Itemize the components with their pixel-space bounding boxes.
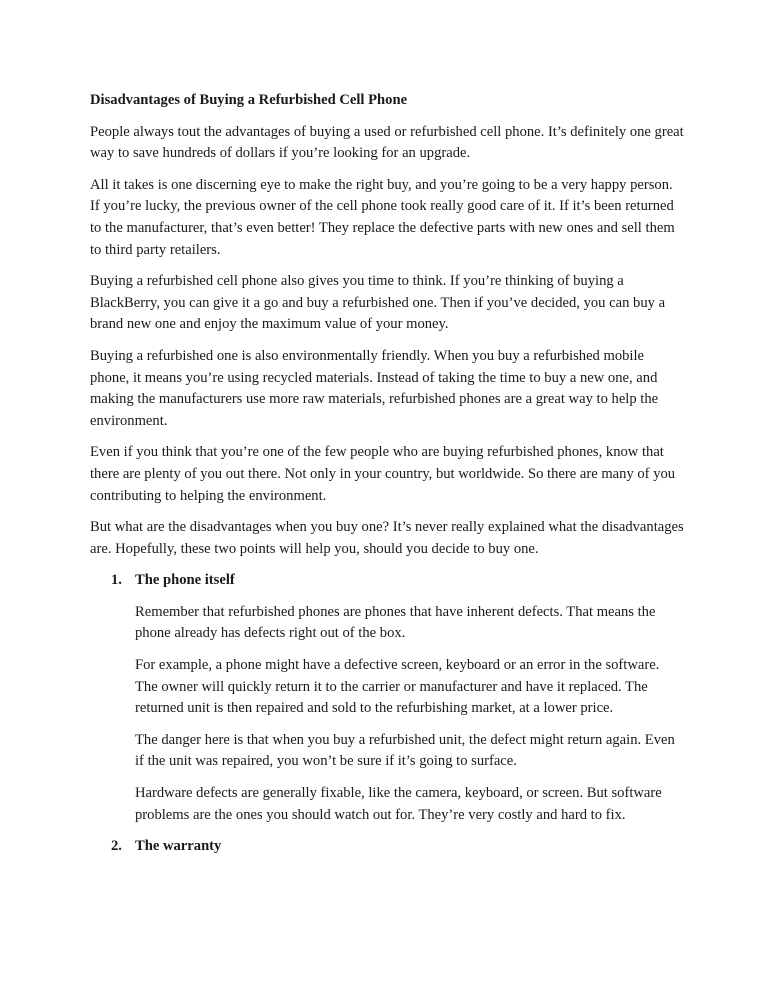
- list-number: 2.: [111, 838, 122, 855]
- section-body: [135, 602, 685, 826]
- paragraph: But what are the disadvantages when you buy one? It’s never really explained what the disadvantages are. Hopefully, these two points will help you, should you decide to buy one.: [90, 519, 684, 557]
- section-heading: The phone itself: [135, 572, 235, 589]
- list-item-phone-itself: [90, 570, 685, 826]
- list-number: 1.: [111, 572, 122, 589]
- list-item-warranty: [90, 836, 685, 858]
- paragraph: Buying a refurbished one is also environmentally friendly. When you buy a refurbished mobile phone, it means you’re using recycled materials. Instead of taking the time to buy a new one, and making the manufacturers use more raw materials, refurbished phones are a great way to help the environment.: [90, 347, 659, 429]
- paragraph: For example, a phone might have a defective screen, keyboard or an error in the software. The owner will quickly return it to the carrier or manufacturer and have it replaced. The returned unit is then repaired and sold to the refurbishing market, at a lower price.: [135, 657, 660, 717]
- paragraph: The danger here is that when you buy a refurbished unit, the defect might return again. Even if the unit was repaired, you won’t be sure if it’s going to surface.: [135, 731, 675, 770]
- paragraph: Remember that refurbished phones are phones that have inherent defects. That means the phone already has defects right out of the box.: [135, 603, 656, 642]
- paragraph: All it takes is one discerning eye to make the right buy, and you’re going to be a very happy person. If you’re lucky, the previous owner of the cell phone took really good care of it. If it’s been returned to the manufacturer, that’s even better! They replace the defective parts with new ones and sell them to third party retailers.: [90, 176, 675, 258]
- paragraph: Even if you think that you’re one of the few people who are buying refurbished phones, know that there are plenty of you out there. Not only in your country, but worldwide. So there are many of you contributing to helping the environment.: [90, 444, 676, 504]
- paragraph: People always tout the advantages of buying a used or refurbished cell phone. It’s definitely one great way to save hundreds of dollars if you’re looking for an upgrade.: [90, 123, 684, 162]
- numbered-list: [90, 570, 685, 858]
- section-heading: The warranty: [135, 838, 222, 855]
- document-page: [90, 90, 685, 868]
- document-title: Disadvantages of Buying a Refurbished Cell Phone: [90, 92, 408, 108]
- paragraph: Buying a refurbished cell phone also gives you time to think. If you’re thinking of buying a BlackBerry, you can give it a go and buy a refurbished one. Then if you’ve decided, you can buy a brand new one and enjoy the maximum value of your money.: [90, 273, 666, 333]
- paragraph: Hardware defects are generally fixable, like the camera, keyboard, or screen. But software problems are the ones you should watch out for. They’re very costly and hard to fix.: [135, 785, 662, 823]
